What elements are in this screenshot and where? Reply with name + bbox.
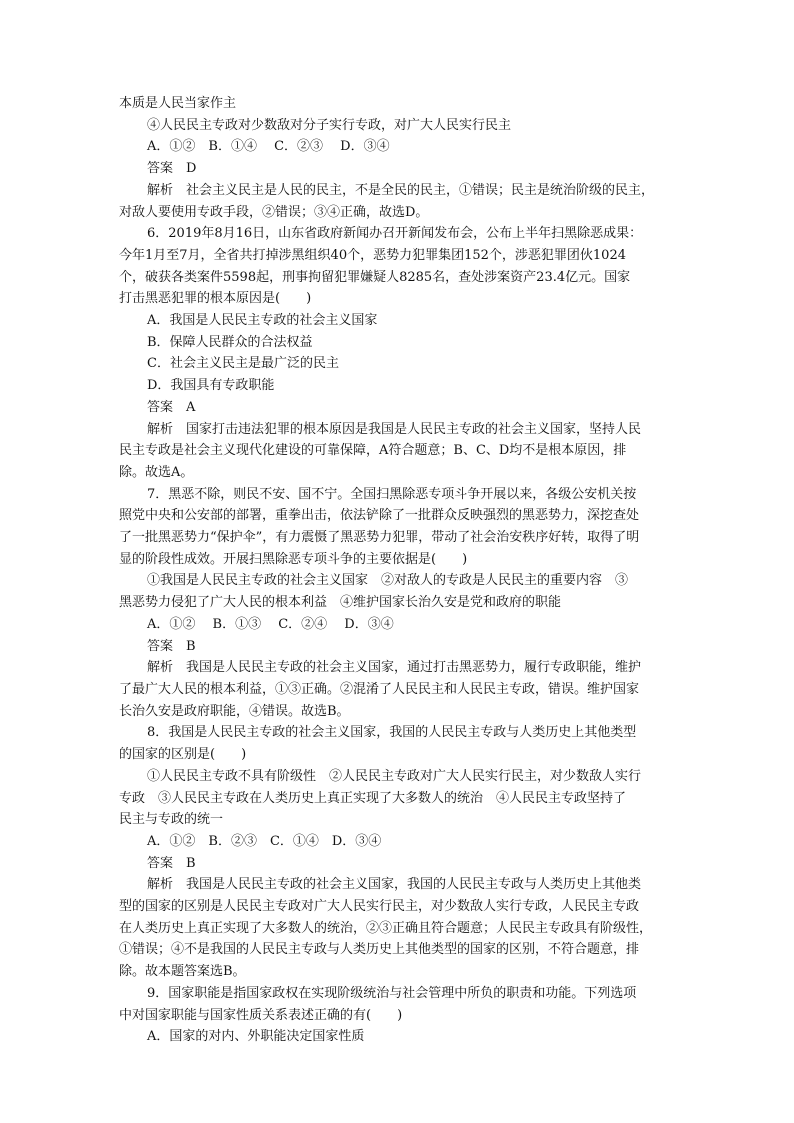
text-line: 9．国家职能是指国家政权在实现阶级统治与社会管理中所负的职责和功能。下列选项 xyxy=(147,985,637,1001)
text-line: A．我国是人民民主专政的社会主义国家 xyxy=(147,313,378,329)
text-line: 个，破获各类案件5598起，刑事拘留犯罪嫌疑人8285名，查处涉案资产23.4亿元。国家 xyxy=(119,269,631,285)
text-line: 长治久安是政府职能，④错误。故选B。 xyxy=(119,703,350,719)
text-line: 型的国家的区别是人民民主专政对广大人民实行民主，对少数敌人实行专政，人民民主专政 xyxy=(119,899,640,915)
text-line: 本质是人民当家作主 xyxy=(119,96,237,111)
text-line: 显的阶段性成效。开展扫黑除恶专项斗争的主要依据是( ) xyxy=(119,551,468,567)
text-line: 解析 国家打击违法犯罪的根本原因是我国是人民民主专政的社会主义国家，坚持人民 xyxy=(147,421,642,437)
text-line: 专政 ③人民民主专政在人类历史上真正实现了大多数人的统治 ④人民民主专政坚持了 xyxy=(119,790,627,806)
text-line: A．①② B．①③ C．②④ D．③④ xyxy=(147,616,394,632)
text-line: 解析 我国是人民民主专政的社会主义国家，通过打击黑恶势力，履行专政职能，维护 xyxy=(147,660,642,676)
text-line: 照党中央和公安部的部署，重拳出击，依法铲除了一批群众反映强烈的黑恶势力，深挖查处 xyxy=(119,508,640,524)
text-line: 打击黑恶犯罪的根本原因是( ) xyxy=(119,291,312,307)
text-line: 了最广大人民的根本利益，①③正确。②混淆了人民民主和人民民主专政，错误。维护国家 xyxy=(119,681,640,697)
text-line: ①人民民主专政不具有阶级性 ②人民民主专政对广大人民实行民主，对少数敌人实行 xyxy=(147,768,642,784)
text-line: 了一批黑恶势力“保护伞”，有力震慑了黑恶势力犯罪，带动了社会治安秩序好转，取得了明 xyxy=(119,530,640,546)
text-line: 答案 D xyxy=(147,161,197,177)
text-line: 答案 B xyxy=(147,855,196,871)
text-line: 7．黑恶不除，则民不安、国不宁。全国扫黑除恶专项斗争开展以来，各级公安机关按 xyxy=(147,486,637,502)
text-line: A．①② B．②③ C．①④ D．③④ xyxy=(147,833,382,849)
text-line: ①错误；④不是我国的人民民主专政与人类历史上其他类型的国家的区别，不符合题意，排 xyxy=(119,942,640,958)
text-line: 中对国家职能与国家性质关系表述正确的有( ) xyxy=(119,1007,403,1023)
text-line: 6．2019年8月16日，山东省政府新闻办召开新闻发布会，公布上半年扫黑除恶成果： xyxy=(147,226,643,242)
text-line: 除。故选A。 xyxy=(119,464,194,480)
text-line: 今年1月至7月，全省共打掉涉黑组织40个，恶势力犯罪集团152个，涉恶犯罪团伙1024 xyxy=(119,247,626,263)
text-line: 解析 社会主义民主是人民的民主，不是全民的民主，①错误；民主是统治阶级的民主， xyxy=(147,182,655,198)
text-line: 解析 我国是人民民主专政的社会主义国家，我国的人民民主专政与人类历史上其他类 xyxy=(147,877,642,893)
text-line: 对敌人要使用专政手段，②错误；③④正确，故选D。 xyxy=(119,204,429,220)
text-line: ①我国是人民民主专政的社会主义国家 ②对敌人的专政是人民民主的重要内容 ③ xyxy=(147,573,629,589)
text-line: 民主专政是社会主义现代化建设的可靠保障，A符合题意；B、C、D均不是根本原因，排 xyxy=(119,443,627,459)
text-line: A．国家的对内、外职能决定国家性质 xyxy=(147,1029,365,1045)
text-line: 的国家的区别是( ) xyxy=(119,747,247,763)
text-line: B．保障人民群众的合法权益 xyxy=(147,334,313,350)
text-line: 答案 A xyxy=(147,399,196,415)
text-line: D．我国具有专政职能 xyxy=(147,378,275,394)
text-line: 答案 B xyxy=(147,638,196,654)
text-line: A．①② B．①④ C．②③ D．③④ xyxy=(147,139,390,155)
text-line: 除。故本题答案选B。 xyxy=(119,964,246,980)
text-line: 黑恶势力侵犯了广大人民的根本利益 ④维护国家长治久安是党和政府的职能 xyxy=(119,595,562,611)
text-line: 8．我国是人民民主专政的社会主义国家，我国的人民民主专政与人类历史上其他类型 xyxy=(147,725,637,741)
text-line: 在人类历史上真正实现了大多数人的统治，②③正确且符合题意；人民民主专政具有阶级性， xyxy=(119,920,653,936)
text-line: 民主与专政的统一 xyxy=(119,812,224,828)
text-line: C．社会主义民主是最广泛的民主 xyxy=(147,356,339,372)
text-line: ④人民民主专政对少数敌对分子实行专政，对广大人民实行民主 xyxy=(147,117,512,133)
